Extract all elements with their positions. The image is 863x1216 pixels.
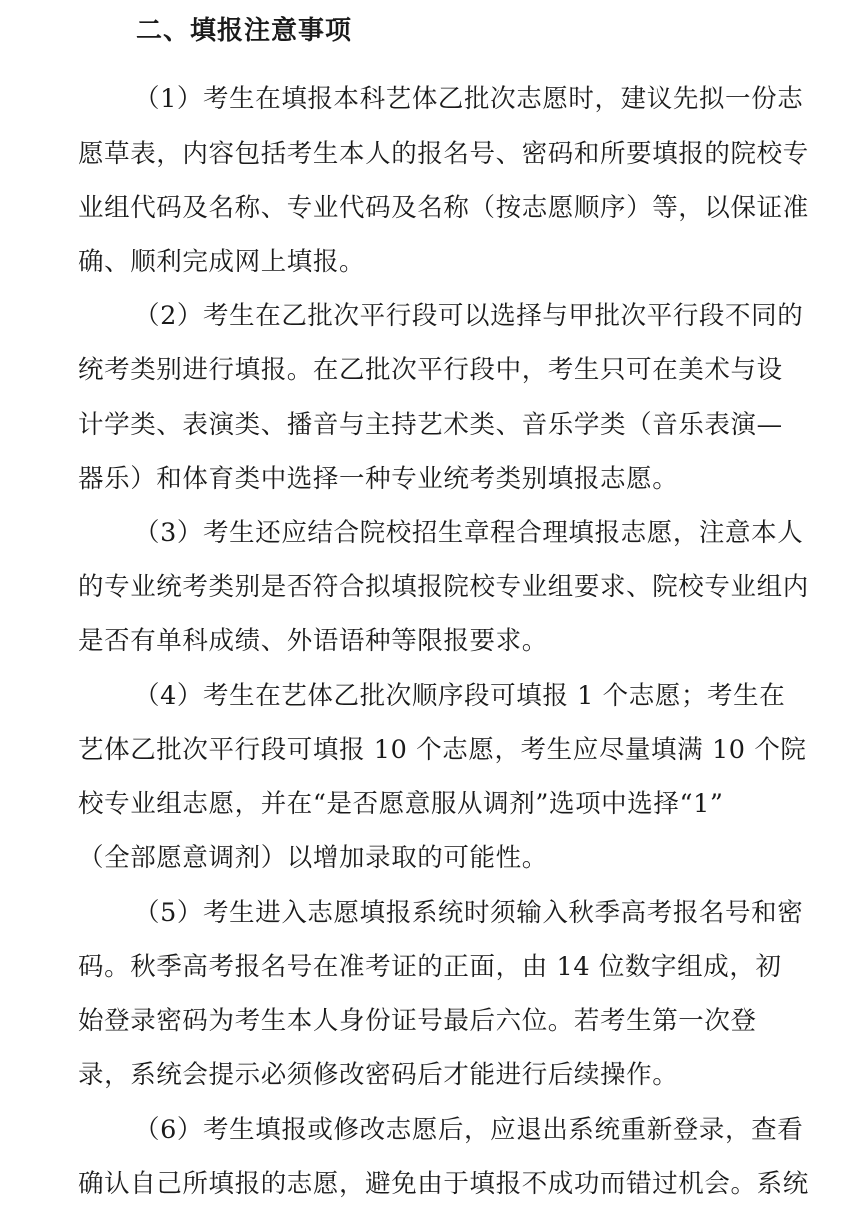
paragraph-2-line-4: 器乐）和体育类中选择一种专业统考类别填报志愿。 <box>78 464 679 494</box>
paragraph-3-line-3: 是否有单科成绩、外语语种等限报要求。 <box>78 626 548 656</box>
paragraph-5-line-1: （5）考生进入志愿填报系统时须输入秋季高考报名号和密 <box>134 898 804 928</box>
paragraph-1-line-3: 业组代码及名称、专业代码及名称（按志愿顺序）等，以保证准 <box>78 193 809 223</box>
paragraph-5-line-4: 录，系统会提示必须修改密码后才能进行后续操作。 <box>78 1060 679 1090</box>
paragraph-1-line-2: 愿草表，内容包括考生本人的报名号、密码和所要填报的院校专 <box>78 139 809 169</box>
paragraph-4-line-1: （4）考生在艺体乙批次顺序段可填报 1 个志愿；考生在 <box>134 681 786 711</box>
paragraph-1-line-4: 确、顺利完成网上填报。 <box>78 247 366 277</box>
paragraph-4-line-3: 校专业组志愿，并在“是否愿意服从调剂”选项中选择“1” <box>78 789 724 819</box>
paragraph-3-line-2: 的专业统考类别是否符合拟填报院校专业组要求、院校专业组内 <box>78 572 809 602</box>
paragraph-2-line-3: 计学类、表演类、播音与主持艺术类、音乐学类（音乐表演— <box>78 410 783 440</box>
paragraph-5-line-3: 始登录密码为考生本人身份证号最后六位。若考生第一次登 <box>78 1006 757 1036</box>
paragraph-5-line-2: 码。秋季高考报名号在准考证的正面，由 14 位数字组成，初 <box>78 952 782 982</box>
paragraph-6-line-1: （6）考生填报或修改志愿后，应退出系统重新登录，查看 <box>134 1115 804 1145</box>
paragraph-2-line-1: （2）考生在乙批次平行段可以选择与甲批次平行段不同的 <box>134 301 804 331</box>
paragraph-4-line-4: （全部愿意调剂）以增加录取的可能性。 <box>78 843 548 873</box>
paragraph-6-line-2: 确认自己所填报的志愿，避免由于填报不成功而错过机会。系统 <box>78 1169 809 1199</box>
section-heading: 二、填报注意事项 <box>136 16 353 46</box>
paragraph-1-line-1: （1）考生在填报本科艺体乙批次志愿时，建议先拟一份志 <box>134 84 804 114</box>
paragraph-4-line-2: 艺体乙批次平行段可填报 10 个志愿，考生应尽量填满 10 个院 <box>78 735 807 765</box>
paragraph-2-line-2: 统考类别进行填报。在乙批次平行段中，考生只可在美术与设 <box>78 355 783 385</box>
paragraph-3-line-1: （3）考生还应结合院校招生章程合理填报志愿，注意本人 <box>134 518 804 548</box>
